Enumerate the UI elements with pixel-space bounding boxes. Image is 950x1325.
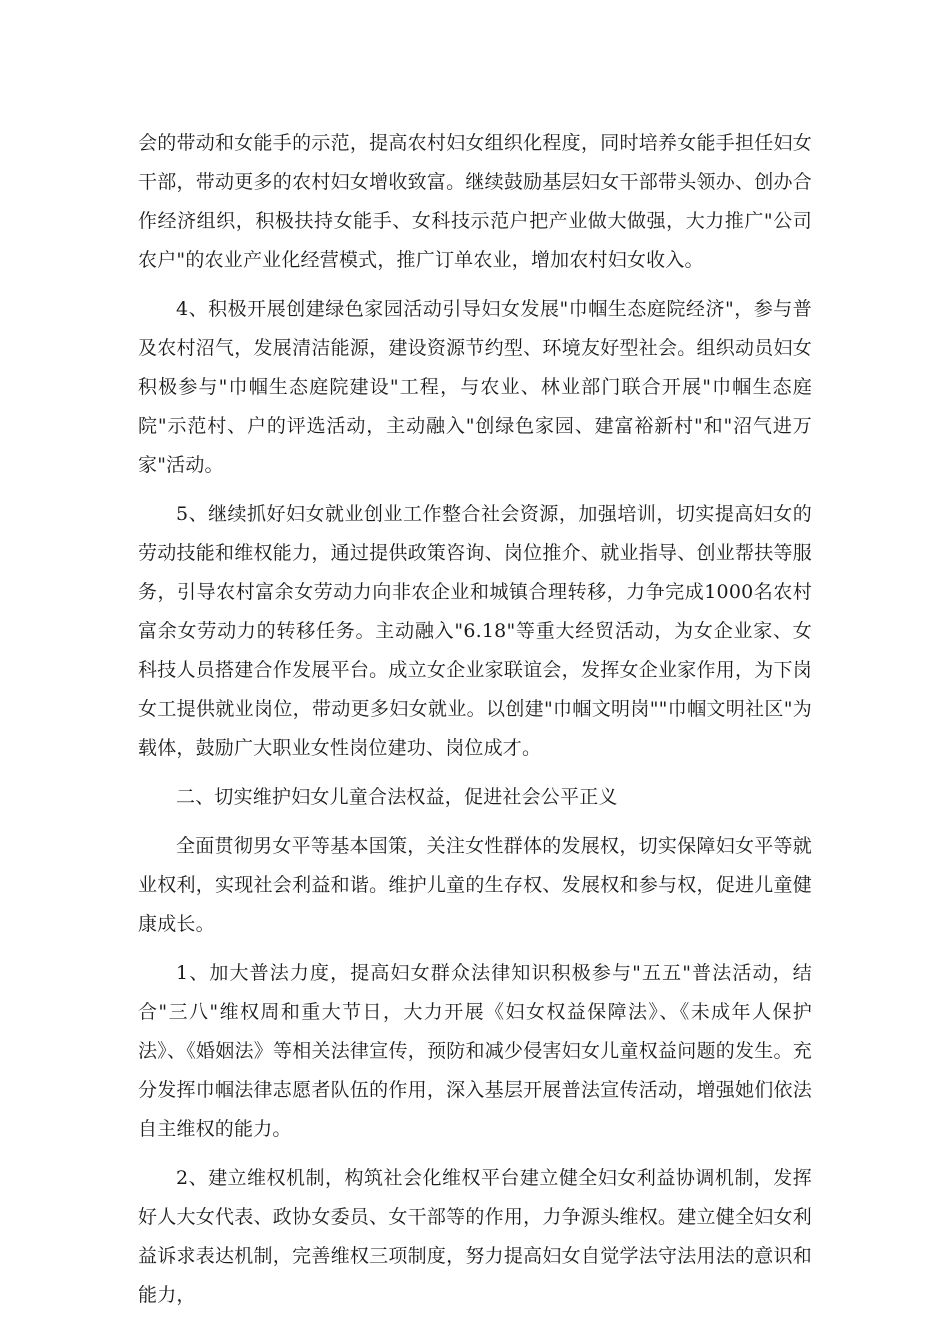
paragraph-item-1: 1、加大普法力度，提高妇女群众法律知识积极参与"五五"普法活动，结合"三八"维权周和重大节日，大力开展《妇女权益保障法》、《未成年人保护法》、《婚姻法》等相关法律宣传，预防和减少侵害妇女儿童权益问题的发生。充分发挥巾帼法律志愿者队伍的作用，深入基层开展普法宣传活动，增强她们依法自主维权的能力。	[138, 962, 812, 1140]
paragraph-section-intro: 全面贯彻男女平等基本国策，关注女性群体的发展权，切实保障妇女平等就业权利，实现社会利益和谐。维护儿童的生存权、发展权和参与权，促进儿童健康成长。	[138, 835, 812, 935]
document-body	[138, 124, 812, 1325]
section-heading-2: 二、切实维护妇女儿童合法权益，促进社会公平正义	[176, 786, 618, 808]
paragraph-item-5: 5、继续抓好妇女就业创业工作整合社会资源，加强培训，切实提高妇女的劳动技能和维权能力，通过提供政策咨询、岗位推介、就业指导、创业帮扶等服务，引导农村富余女劳动力向非农企业和城镇合理转移，力争完成1000名农村富余女劳动力的转移任务。主动融入"6.18"等重大经贸活动，为女企业家、女科技人员搭建合作发展平台。成立女企业家联谊会，发挥女企业家作用，为下岗女工提供就业岗位，带动更多妇女就业。以创建"巾帼文明岗""巾帼文明社区"为载体，鼓励广大职业女性岗位建功、岗位成才。	[138, 503, 812, 759]
paragraph-continuation: 会的带动和女能手的示范，提高农村妇女组织化程度，同时培养女能手担任妇女干部，带动更多的农村妇女增收致富。继续鼓励基层妇女干部带头领办、创办合作经济组织，积极扶持女能手、女科技示范户把产业做大做强，大力推广"公司农户"的农业产业化经营模式，推广订单农业，增加农村妇女收入。	[138, 132, 812, 271]
paragraph-item-2: 2、建立维权机制，构筑社会化维权平台建立健全妇女利益协调机制，发挥好人大女代表、政协女委员、女干部等的作用，力争源头维权。建立健全妇女利益诉求表达机制，完善维权三项制度，努力提高妇女自觉学法守法用法的意识和能力，	[138, 1167, 812, 1306]
paragraph-item-4: 4、积极开展创建绿色家园活动引导妇女发展"巾帼生态庭院经济"，参与普及农村沼气，发展清洁能源，建设资源节约型、环境友好型社会。组织动员妇女积极参与"巾帼生态庭院建设"工程，与农业、林业部门联合开展"巾帼生态庭院"示范村、户的评选活动，主动融入"创绿色家园、建富裕新村"和"沼气进万家"活动。	[138, 298, 812, 476]
